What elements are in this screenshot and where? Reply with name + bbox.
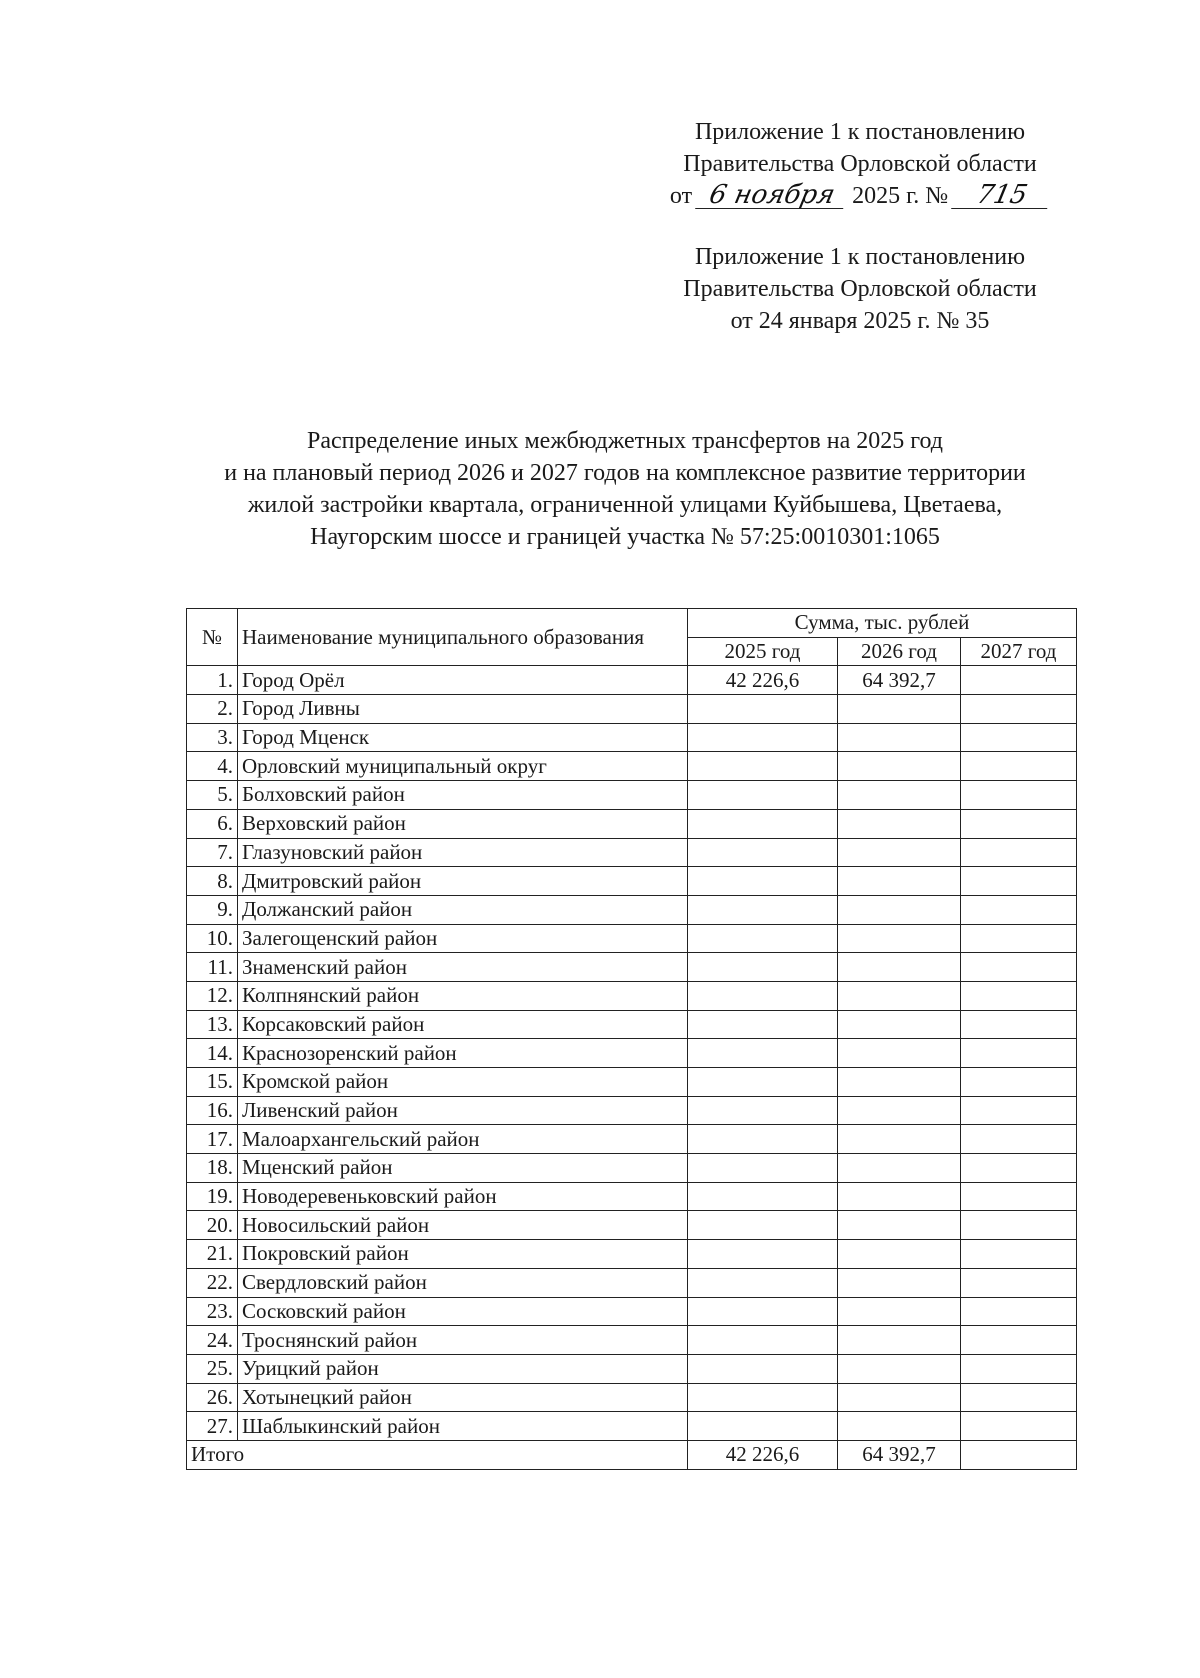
row-number: 1.: [187, 666, 238, 695]
row-value-2027: [961, 1412, 1077, 1441]
row-value-2025: [688, 752, 838, 781]
row-municipality-name: Краснозоренский район: [238, 1039, 688, 1068]
row-value-2027: [961, 1096, 1077, 1125]
row-number: 15.: [187, 1068, 238, 1097]
handwritten-date: 6 ноября: [695, 182, 849, 209]
table-row: [187, 1125, 1077, 1154]
table-body: [187, 666, 1077, 1441]
row-value-2027: [961, 1240, 1077, 1269]
annex-current-date-prefix: от: [669, 183, 693, 209]
title-line4: Наугорским шоссе и границей участка № 57:25:0010301:1065: [310, 524, 940, 550]
row-number: 16.: [187, 1096, 238, 1125]
row-number: 3.: [187, 723, 238, 752]
row-value-2025: [688, 723, 838, 752]
row-value-2026: [838, 981, 961, 1010]
table-row: [187, 867, 1077, 896]
row-number: 13.: [187, 1010, 238, 1039]
row-number: 2.: [187, 695, 238, 724]
title-line3: жилой застройки квартала, ограниченной улицами Куйбышева, Цветаева,: [247, 492, 1003, 518]
row-value-2025: [688, 1211, 838, 1240]
row-value-2025: [688, 1268, 838, 1297]
row-municipality-name: Город Ливны: [238, 695, 688, 724]
total-row: [187, 1440, 1077, 1469]
row-number: 6.: [187, 809, 238, 838]
row-value-2026: [838, 752, 961, 781]
row-number: 9.: [187, 895, 238, 924]
table-row: [187, 953, 1077, 982]
row-municipality-name: Город Орёл: [238, 666, 688, 695]
row-value-2026: [838, 838, 961, 867]
row-number: 18.: [187, 1154, 238, 1183]
row-value-2027: [961, 1326, 1077, 1355]
row-value-2027: [961, 867, 1077, 896]
title-line1: Распределение иных межбюджетных трансфертов на 2025 год: [307, 428, 943, 454]
row-value-2026: [838, 1297, 961, 1326]
table-row: [187, 1010, 1077, 1039]
annex-previous-block: [640, 241, 1080, 337]
row-number: 21.: [187, 1240, 238, 1269]
annex-current-line2: Правительства Орловской области: [683, 151, 1037, 177]
row-value-2027: [961, 838, 1077, 867]
row-municipality-name: Ливенский район: [238, 1096, 688, 1125]
table-row: [187, 1182, 1077, 1211]
header-year-2027: 2027 год: [961, 637, 1077, 666]
table-row: [187, 1240, 1077, 1269]
row-value-2025: [688, 1125, 838, 1154]
row-municipality-name: Кромской район: [238, 1068, 688, 1097]
row-value-2027: [961, 1182, 1077, 1211]
annex-previous-line1: Приложение 1 к постановлению: [694, 244, 1026, 270]
row-value-2026: [838, 1326, 961, 1355]
row-value-2027: [961, 981, 1077, 1010]
header-sum: Сумма, тыс. рублей: [688, 609, 1077, 638]
row-value-2026: [838, 723, 961, 752]
row-value-2026: [838, 1039, 961, 1068]
table-row: [187, 666, 1077, 695]
row-value-2025: [688, 953, 838, 982]
row-value-2026: [838, 1096, 961, 1125]
row-value-2025: [688, 1182, 838, 1211]
row-value-2027: [961, 953, 1077, 982]
row-value-2025: [688, 1240, 838, 1269]
row-number: 11.: [187, 953, 238, 982]
table-header-row: [187, 609, 1077, 638]
table-row: [187, 781, 1077, 810]
row-value-2026: [838, 1383, 961, 1412]
table-row: [187, 1354, 1077, 1383]
row-municipality-name: Шаблыкинский район: [238, 1412, 688, 1441]
header-year-2025: 2025 год: [688, 637, 838, 666]
annex-current-line1: Приложение 1 к постановлению: [694, 119, 1026, 145]
table-row: [187, 752, 1077, 781]
row-value-2027: [961, 924, 1077, 953]
row-value-2026: [838, 781, 961, 810]
row-value-2026: [838, 809, 961, 838]
row-number: 4.: [187, 752, 238, 781]
row-value-2027: [961, 781, 1077, 810]
row-value-2025: [688, 1096, 838, 1125]
row-municipality-name: Город Мценск: [238, 723, 688, 752]
row-value-2027: [961, 1154, 1077, 1183]
distribution-table: [186, 608, 1077, 1470]
annex-current-block: [640, 116, 1080, 212]
row-value-2027: [961, 1010, 1077, 1039]
row-municipality-name: Новодеревеньковский район: [238, 1182, 688, 1211]
row-value-2025: [688, 1412, 838, 1441]
row-value-2026: [838, 1354, 961, 1383]
row-municipality-name: Урицкий район: [238, 1354, 688, 1383]
row-municipality-name: Дмитровский район: [238, 867, 688, 896]
row-value-2025: [688, 1354, 838, 1383]
row-value-2025: [688, 1039, 838, 1068]
row-value-2027: [961, 1354, 1077, 1383]
row-value-2027: [961, 895, 1077, 924]
table-row: [187, 723, 1077, 752]
row-value-2027: [961, 1268, 1077, 1297]
row-municipality-name: Свердловский район: [238, 1268, 688, 1297]
row-value-2026: 64 392,7: [838, 666, 961, 695]
row-municipality-name: Глазуновский район: [238, 838, 688, 867]
row-municipality-name: Мценский район: [238, 1154, 688, 1183]
row-number: 17.: [187, 1125, 238, 1154]
row-value-2025: [688, 895, 838, 924]
table-row: [187, 838, 1077, 867]
row-value-2026: [838, 1010, 961, 1039]
row-value-2025: [688, 1068, 838, 1097]
row-municipality-name: Троснянский район: [238, 1326, 688, 1355]
table-row: [187, 1096, 1077, 1125]
row-value-2026: [838, 1068, 961, 1097]
row-municipality-name: Колпнянский район: [238, 981, 688, 1010]
row-value-2026: [838, 867, 961, 896]
row-value-2026: [838, 924, 961, 953]
annex-previous-line2: Правительства Орловской области: [683, 276, 1037, 302]
row-value-2027: [961, 1383, 1077, 1412]
row-number: 26.: [187, 1383, 238, 1412]
table-row: [187, 1412, 1077, 1441]
row-value-2025: [688, 1154, 838, 1183]
row-number: 8.: [187, 867, 238, 896]
row-municipality-name: Корсаковский район: [238, 1010, 688, 1039]
row-value-2027: [961, 1125, 1077, 1154]
row-municipality-name: Хотынецкий район: [238, 1383, 688, 1412]
table-row: [187, 809, 1077, 838]
annex-current-date-year: 2025 г. №: [852, 183, 949, 209]
annex-previous-line3: от 24 января 2025 г. № 35: [730, 308, 990, 334]
row-value-2027: [961, 1211, 1077, 1240]
table-row: [187, 1297, 1077, 1326]
row-number: 24.: [187, 1326, 238, 1355]
row-municipality-name: Верховский район: [238, 809, 688, 838]
row-value-2025: [688, 1297, 838, 1326]
row-value-2027: [961, 666, 1077, 695]
row-value-2026: [838, 1211, 961, 1240]
row-municipality-name: Малоархангельский район: [238, 1125, 688, 1154]
row-number: 12.: [187, 981, 238, 1010]
row-municipality-name: Новосильский район: [238, 1211, 688, 1240]
table-row: [187, 1326, 1077, 1355]
row-value-2026: [838, 1412, 961, 1441]
row-value-2026: [838, 695, 961, 724]
row-municipality-name: Знаменский район: [238, 953, 688, 982]
row-municipality-name: Должанский район: [238, 895, 688, 924]
row-municipality-name: Болховский район: [238, 781, 688, 810]
row-value-2025: [688, 838, 838, 867]
row-value-2026: [838, 1125, 961, 1154]
row-number: 7.: [187, 838, 238, 867]
row-value-2025: 42 226,6: [688, 666, 838, 695]
total-2026: 64 392,7: [838, 1440, 961, 1469]
title-line2: и на плановый период 2026 и 2027 годов на комплексное развитие территории: [224, 460, 1026, 486]
row-value-2025: [688, 809, 838, 838]
row-value-2027: [961, 1297, 1077, 1326]
table-row: [187, 1039, 1077, 1068]
table-row: [187, 695, 1077, 724]
row-value-2026: [838, 1240, 961, 1269]
row-value-2025: [688, 924, 838, 953]
handwritten-number: 715: [951, 182, 1053, 209]
header-num: №: [187, 609, 238, 666]
row-number: 5.: [187, 781, 238, 810]
total-2025: 42 226,6: [688, 1440, 838, 1469]
row-value-2027: [961, 1068, 1077, 1097]
header-year-2026: 2026 год: [838, 637, 961, 666]
row-municipality-name: Сосковский район: [238, 1297, 688, 1326]
row-value-2027: [961, 752, 1077, 781]
row-value-2026: [838, 1182, 961, 1211]
row-value-2027: [961, 1039, 1077, 1068]
table-row: [187, 1211, 1077, 1240]
row-number: 10.: [187, 924, 238, 953]
row-value-2026: [838, 1268, 961, 1297]
row-value-2025: [688, 781, 838, 810]
total-label: Итого: [187, 1440, 688, 1469]
table-row: [187, 924, 1077, 953]
table-row: [187, 1268, 1077, 1297]
row-number: 22.: [187, 1268, 238, 1297]
row-number: 19.: [187, 1182, 238, 1211]
row-value-2027: [961, 809, 1077, 838]
row-value-2026: [838, 895, 961, 924]
header-name: Наименование муниципального образования: [238, 609, 688, 666]
row-value-2027: [961, 695, 1077, 724]
document-title: [150, 425, 1100, 553]
annex-current-date-line: [640, 180, 1080, 212]
row-municipality-name: Покровский район: [238, 1240, 688, 1269]
row-value-2025: [688, 1383, 838, 1412]
row-number: 27.: [187, 1412, 238, 1441]
table-row: [187, 1154, 1077, 1183]
table-row: [187, 895, 1077, 924]
row-municipality-name: Орловский муниципальный округ: [238, 752, 688, 781]
table-row: [187, 1068, 1077, 1097]
row-number: 25.: [187, 1354, 238, 1383]
table-row: [187, 981, 1077, 1010]
row-value-2027: [961, 723, 1077, 752]
row-value-2025: [688, 1326, 838, 1355]
row-number: 23.: [187, 1297, 238, 1326]
total-2027: [961, 1440, 1077, 1469]
row-number: 20.: [187, 1211, 238, 1240]
row-value-2025: [688, 981, 838, 1010]
table-row: [187, 1383, 1077, 1412]
row-value-2025: [688, 695, 838, 724]
row-value-2025: [688, 1010, 838, 1039]
row-value-2026: [838, 953, 961, 982]
row-number: 14.: [187, 1039, 238, 1068]
row-value-2025: [688, 867, 838, 896]
row-municipality-name: Залегощенский район: [238, 924, 688, 953]
row-value-2026: [838, 1154, 961, 1183]
